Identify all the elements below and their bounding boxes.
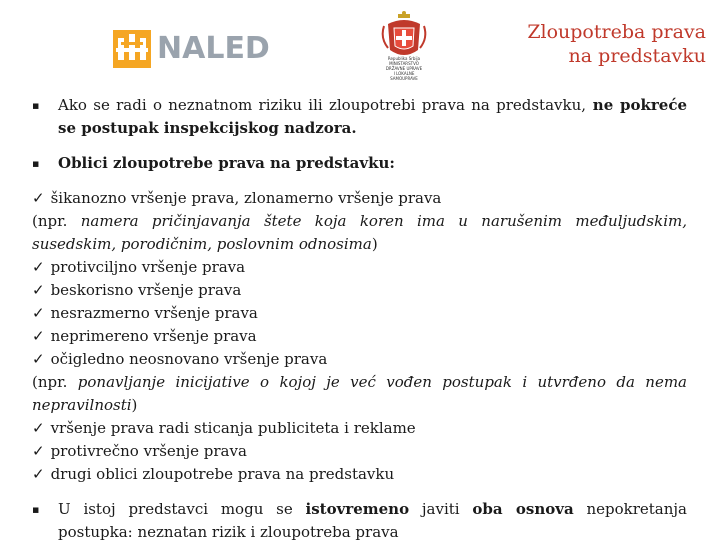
bullet-1-text-a: Ako se radi o neznatnom riziku ili zloupotrebi prava na predstavku, <box>58 96 587 114</box>
example-1: (npr. namera pričinjavanja štete koja koren ima u narušenim međuljudskim, susedskim, porodičnim, poslovnim odnosima) <box>32 212 687 253</box>
naled-logo-text: NALED <box>157 31 270 66</box>
check-icon: ✓ <box>32 350 45 368</box>
list-item <box>32 325 687 348</box>
list-item <box>32 417 687 440</box>
check-icon: ✓ <box>32 442 45 460</box>
list-item <box>32 463 687 486</box>
check-icon: ✓ <box>32 258 45 276</box>
check-icon: ✓ <box>32 419 45 437</box>
bullet-oba-osnova: ▪ U istoj predstavci mogu se istovremeno javiti oba osnova nepokretanja postupka: neznatan rizik i zloupotreba prava <box>32 500 688 541</box>
list-item <box>32 348 687 371</box>
check-icon: ✓ <box>32 281 45 299</box>
check-icon: ✓ <box>32 327 45 345</box>
list-item-5: neprimereno vršenje prava <box>50 327 257 345</box>
list-item <box>32 279 687 302</box>
naled-logo <box>113 30 270 68</box>
list-item <box>32 187 687 210</box>
list-item-1: šikanozno vršenje prava, zlonamerno vršenje prava <box>50 189 442 207</box>
list-item-8: protivrečno vršenje prava <box>50 442 247 460</box>
list-item-4: nesrazmerno vršenje prava <box>50 304 258 322</box>
list-item-6: očigledno neosnovano vršenje prava <box>50 350 328 368</box>
naled-logo-icon <box>113 30 151 68</box>
example-1-text: namera pričinjavanja štete koja koren ima u narušenim međuljudskim, susedskim, porodičnim, poslovnim odnosima <box>32 212 687 253</box>
square-bullet-icon: ▪ <box>32 503 40 516</box>
check-icon: ✓ <box>32 189 45 207</box>
ministry-logo-text: Republika Srbija MINISTARSTVO DRŽAVNE UPRAVE I LOKALNE SAMOUPRAVE <box>385 56 423 81</box>
bullet-1-text-b: ne pokreće se postupak inspekcijskog nadzora. <box>58 96 687 137</box>
list-item <box>32 302 687 325</box>
list-item <box>32 440 687 463</box>
bullet-oblici-heading <box>32 152 687 175</box>
slide-title-line-1: Zloupotreba prava <box>527 21 706 43</box>
example-2-text: ponavljanje inicijative o kojoj je već vođen postupak i utvrđeno da nema nepravilnosti <box>32 373 687 414</box>
slide-content <box>32 94 687 544</box>
list-item-7: vršenje prava radi sticanja publiciteta i reklame <box>50 419 416 437</box>
slide-title-line-2: na predstavku <box>568 45 706 67</box>
check-icon: ✓ <box>32 465 45 483</box>
square-bullet-icon: ▪ <box>32 99 40 112</box>
example-2: (npr. ponavljanje inicijative o kojoj je već vođen postupak i utvrđeno da nema nepravilnosti) <box>32 373 687 414</box>
bullet-2-text: Oblici zloupotrebe prava na predstavku: <box>58 154 395 172</box>
list-item-2: protivciljno vršenje prava <box>50 258 246 276</box>
slide-title <box>527 20 706 68</box>
square-bullet-icon: ▪ <box>32 157 40 170</box>
list-item-3: beskorisno vršenje prava <box>50 281 242 299</box>
check-icon: ✓ <box>32 304 45 322</box>
bullet-neznatan-rizik <box>32 94 687 140</box>
list-item-9: drugi oblici zloupotrebe prava na predstavku <box>50 465 395 483</box>
list-item <box>32 256 687 279</box>
slide-header <box>0 0 720 95</box>
